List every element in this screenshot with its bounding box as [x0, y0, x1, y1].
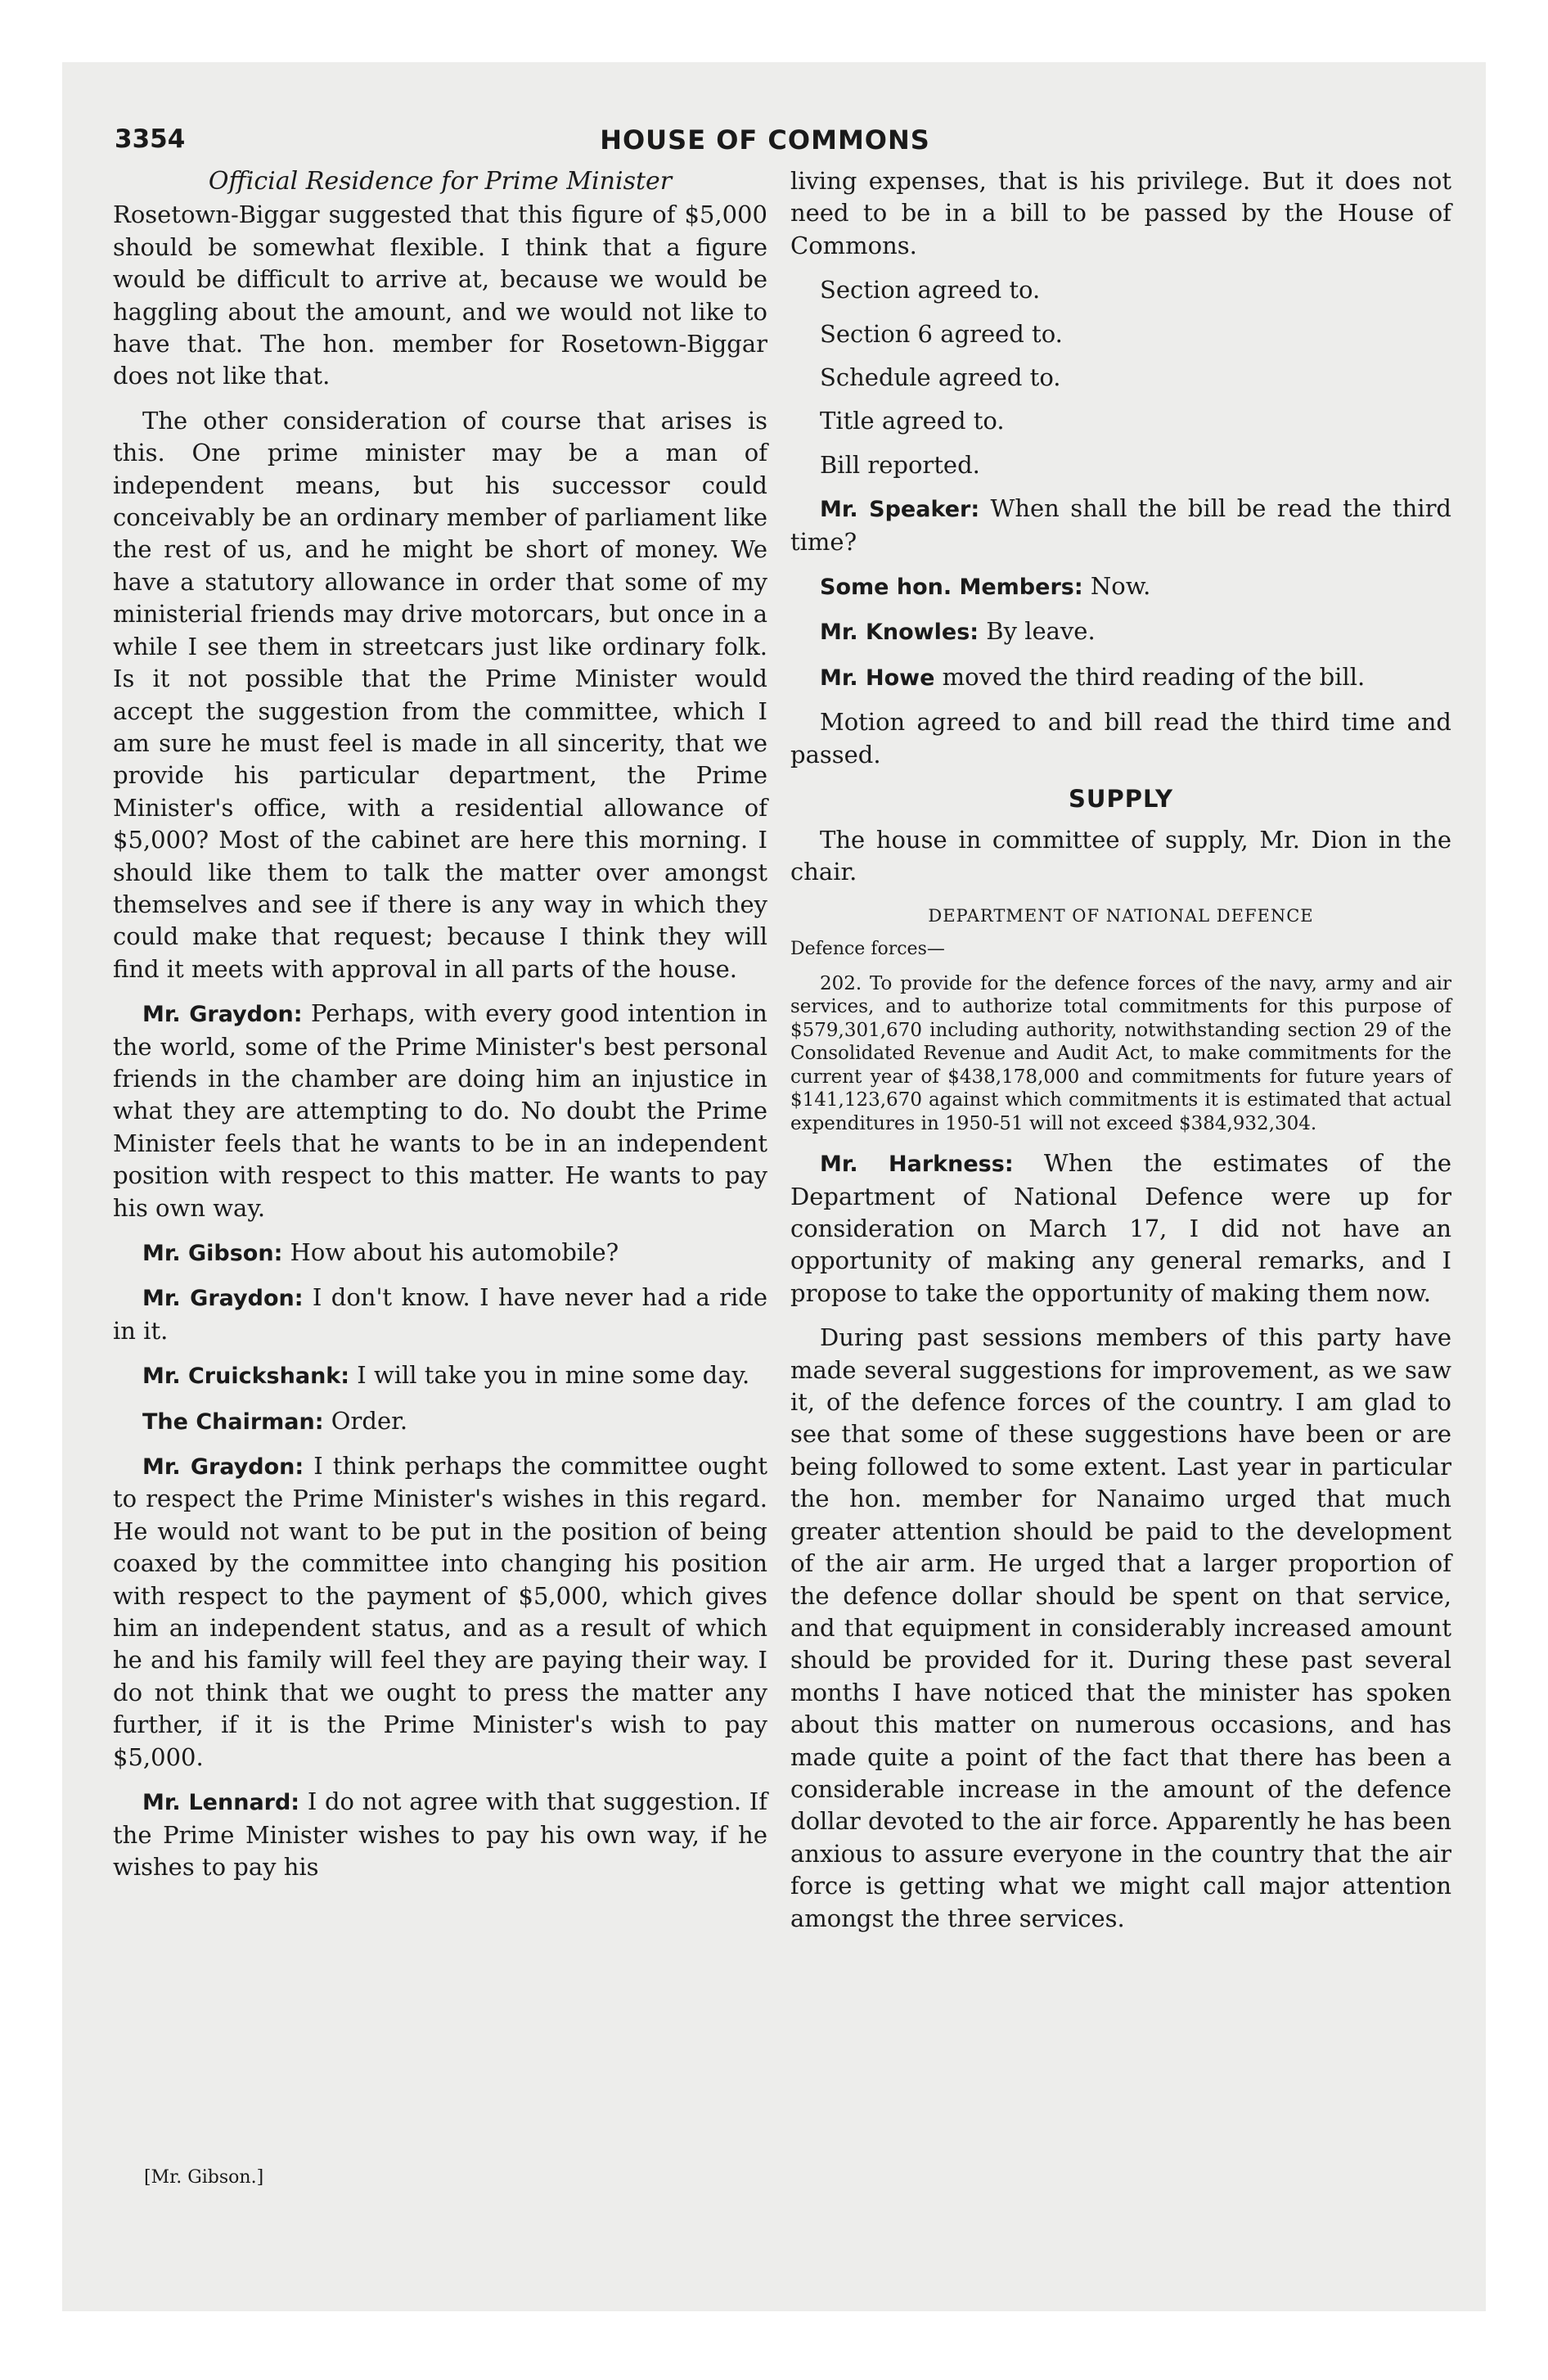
right-column: [790, 165, 1451, 1947]
section-heading-supply: SUPPLY: [1069, 785, 1173, 814]
speech-text: I will take you in mine some day.: [349, 1361, 750, 1390]
speech: [790, 661, 1451, 694]
speaker-name: Mr. Graydon:: [142, 1454, 304, 1481]
speech-text: I don't know. I have never had a ride in it.: [113, 1283, 767, 1345]
speech: [113, 1359, 767, 1392]
left-column: [113, 165, 767, 1895]
page-header: [115, 124, 1415, 165]
vote-item-202: 202. To provide for the defence forces of the navy, army and air services, and to authorize total commitments for this purpose of $579,301,670 including authority, notwithstanding section 29 of the Consolidated Revenue and Audit Act, to make commitments for the current year of $438,178,000 and commitments for future years of $141,123,670 against which commitments it is estimated that actual expenditures in 1950-51 will not exceed $384,932,304.: [790, 972, 1451, 1134]
speech: [113, 1237, 767, 1269]
speech-text: I think perhaps the committee ought to respect the Prime Minister's wishes in this regard. He would not want to be put in the position of being coaxed by the committee into changing his position with respect to the payment of $5,000, which gives him an independent status, and as a result of which he and his family will feel they are paying their way. I do not think that we ought to press the matter any further, if it is the Prime Minister's wish to pay $5,000.: [113, 1452, 767, 1771]
running-subheading: Official Residence for Prime Minister: [208, 167, 673, 196]
page-title: HOUSE OF COMMONS: [600, 124, 930, 156]
speech-text: How about his automobile?: [282, 1238, 619, 1266]
speech: [113, 1282, 767, 1347]
speaker-name: Mr. Harkness:: [820, 1152, 1014, 1178]
speaker-name: Mr. Graydon:: [142, 1286, 304, 1312]
page-number: 3354: [115, 124, 186, 154]
paragraph: Motion agreed to and bill read the third time and passed.: [790, 708, 1451, 769]
speech: [113, 1786, 767, 1883]
proceeding-line: Section 6 agreed to.: [820, 319, 1063, 348]
speaker-name: Mr. Speaker:: [820, 497, 980, 523]
proceeding-line: Schedule agreed to.: [820, 363, 1061, 392]
speech-text: When the estimates of the Department of National Defence were up for consideration on March 17, I did not have an opportunity of making any general remarks, and I propose to take the opportunity of making them now.: [790, 1149, 1451, 1307]
speaker-name: Mr. Cruickshank:: [142, 1364, 350, 1390]
speech: [113, 1405, 767, 1438]
speaker-name: Mr. Lennard:: [142, 1790, 300, 1816]
proceeding-line: Bill reported.: [820, 450, 980, 479]
paragraph: living expenses, that is his privilege. But it does not need to be in a bill to be passed by the House of Commons.: [790, 167, 1451, 259]
speech-text: Now.: [1082, 572, 1151, 601]
speech-text: I do not agree with that suggestion. If the Prime Minister wishes to pay his own way, if he wishes to pay his: [113, 1787, 767, 1881]
speech-text: By leave.: [979, 617, 1096, 646]
speech: [790, 570, 1451, 603]
paragraph: The other consideration of course that arises is this. One prime minister may be a man of independent means, but his successor could conceivably be an ordinary member of parliament like the rest of us, and he might be short of money. We have a statutory allowance in order that some of my ministerial friends may drive motorcars, but once in a while I see them in streetcars just like ordinary folk. Is it not possible that the Prime Minister would accept the suggestion from the committee, which I am sure he must feel is made in all sincerity, that we provide his particular department, the Prime Minister's office, with a residential allowance of $5,000? Most of the cabinet are here this morning. I should like them to talk the matter over amongst themselves and see if there is any way in which they could make that request; because I think they will find it meets with approval in all parts of the house.: [113, 406, 767, 983]
speech-text: When shall the bill be read the third time?: [790, 494, 1451, 556]
speech: [790, 615, 1451, 648]
department-heading: DEPARTMENT OF NATIONAL DEFENCE: [928, 906, 1314, 926]
speaker-name: The Chairman:: [142, 1409, 324, 1435]
footer-note: [Mr. Gibson.]: [144, 2167, 264, 2188]
proceeding-line: Section agreed to.: [820, 276, 1041, 304]
speech-text: Order.: [323, 1406, 408, 1435]
paragraph: The house in committee of supply, Mr. Dion in the chair.: [790, 825, 1451, 886]
vote-label: Defence forces—: [790, 938, 945, 959]
speech: [113, 998, 767, 1224]
speech: [113, 1450, 767, 1774]
paragraph: During past sessions members of this party have made several suggestions for improvement, as we saw it, of the defence forces of the country. I am glad to see that some of these suggestions have been or are being followed to some extent. Last year in particular the hon. member for Nanaimo urged that much greater attention should be paid to the development of the air arm. He urged that a larger proportion of the defence dollar should be spent on that service, and that equipment in considerably increased amount should be provided for it. During these past several months I have noticed that the minister has spoken about this matter on numerous occasions, and has made quite a point of the fact that there has been a considerable increase in the amount of the defence dollar devoted to the air force. Apparently he has been anxious to assure everyone in the country that the air force is getting what we might call major attention amongst the three services.: [790, 1323, 1451, 1932]
speech-text: moved the third reading of the bill.: [934, 662, 1366, 691]
speaker-name: Mr. Graydon:: [142, 1002, 303, 1028]
speech: [790, 493, 1451, 558]
speaker-name: Mr. Gibson:: [142, 1241, 283, 1266]
speech: [790, 1147, 1451, 1309]
proceeding-line: Title agreed to.: [820, 407, 1005, 435]
paragraph: Rosetown-Biggar suggested that this figure of $5,000 should be somewhat flexible. I think that a figure would be difficult to arrive at, because we would be haggling about the amount, and we would not like to have that. The hon. member for Rosetown-Biggar does not like that.: [113, 201, 767, 390]
speaker-name: Mr. Knowles:: [820, 620, 979, 646]
speech-text: Perhaps, with every good intention in the world, some of the Prime Minister's best personal friends in the chamber are doing him an injustice in what they are attempting to do. No doubt the Prime Minister feels that he wants to be in an independent position with respect to this matter. He wants to pay his own way.: [113, 999, 767, 1222]
speaker-name: Mr. Howe: [820, 665, 935, 691]
speaker-name: Some hon. Members:: [820, 575, 1083, 601]
